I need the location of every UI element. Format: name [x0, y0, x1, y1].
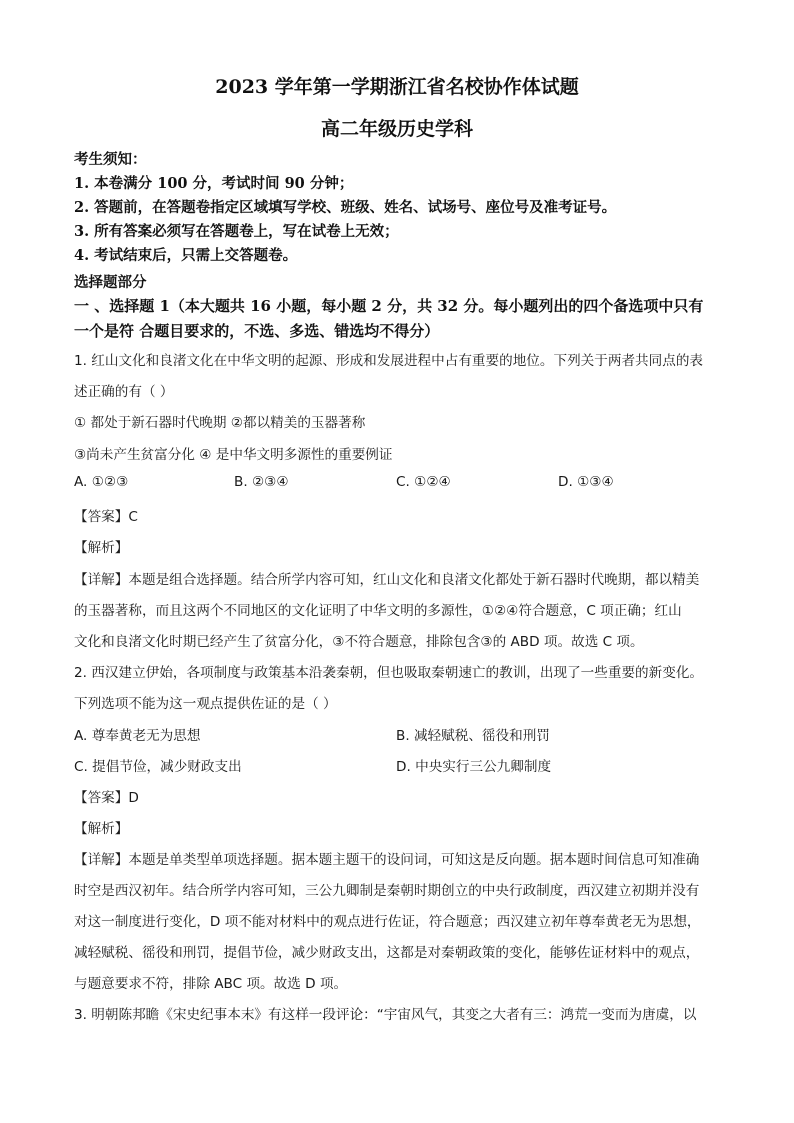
- q1-stem: 述正确的有（ ）: [74, 384, 174, 400]
- note-item: 3. 所有答案必须写在答题卷上，写在试卷上无效；: [74, 223, 399, 240]
- q1-detail: 的玉器著称，而且这两个不同地区的文化证明了中华文明的多源性，①②④符合题意，C 项正确；红山: [74, 603, 682, 619]
- q2-option-d: D. 中央实行三公九卿制度: [396, 759, 552, 775]
- section-intro: 一个是符 合题目要求的，不选、多选、错选均不得分）: [74, 322, 440, 340]
- note-item: 1. 本卷满分 100 分，考试时间 90 分钟；: [74, 175, 354, 192]
- q2-detail: 减轻赋税、徭役和刑罚，提倡节俭，减少财政支出，这都是对秦朝政策的变化，能够佐证材料中的观点，: [74, 945, 700, 961]
- q1-item: ① 都处于新石器时代晚期 ②都以精美的玉器著称: [74, 415, 366, 431]
- section-label: 选择题部分: [74, 274, 147, 291]
- q1-option-d: D. ①③④: [558, 474, 614, 490]
- q1-stem: 1. 红山文化和良渚文化在中华文明的起源、形成和发展进程中占有重要的地位。下列关于两者共同点的表: [74, 353, 704, 369]
- section-intro: 一 、选择题 1（本大题共 16 小题，每小题 2 分，共 32 分。每小题列出的四个备选项中只有: [74, 297, 704, 315]
- q2-detail: 与题意要求不符，排除 ABC 项。故选 D 项。: [74, 976, 348, 992]
- exam-title: 2023 学年第一学期浙江省名校协作体试题: [215, 76, 579, 98]
- note-item: 2. 答题前，在答题卷指定区域填写学校、班级、姓名、试场号、座位号及准考证号。: [74, 199, 617, 216]
- q2-option-c: C. 提倡节俭，减少财政支出: [74, 759, 242, 775]
- q2-answer: 【答案】D: [74, 790, 139, 806]
- q1-option-a: A. ①②③: [74, 474, 129, 490]
- q3-stem: 3. 明朝陈邦瞻《宋史纪事本末》有这样一段评论：“宇宙风气，其变之大者有三：鸿荒一变而为唐虞，以: [74, 1007, 697, 1023]
- q2-option-a: A. 尊奉黄老无为思想: [74, 728, 201, 744]
- q1-analysis: 【解析】: [74, 540, 129, 556]
- q1-answer: 【答案】C: [74, 509, 138, 525]
- exam-subtitle: 高二年级历史学科: [320, 118, 473, 140]
- q2-option-b: B. 减轻赋税、徭役和刑罚: [396, 728, 550, 744]
- notes-heading: 考生须知：: [74, 151, 147, 168]
- note-item: 4. 考试结束后，只需上交答题卷。: [74, 247, 298, 264]
- q2-stem: 2. 西汉建立伊始，各项制度与政策基本沿袭秦朝，但也吸取秦朝速亡的教训，出现了一些重要的新变化。: [74, 665, 704, 681]
- q1-option-b: B. ②③④: [234, 474, 289, 490]
- q2-analysis: 【解析】: [74, 821, 129, 837]
- q1-option-c: C. ①②④: [396, 474, 451, 490]
- q2-detail: 【详解】本题是单类型单项选择题。据本题主题干的设问词，可知这是反向题。据本题时间信息可知准确: [74, 852, 700, 868]
- q1-item: ③尚未产生贫富分化 ④ 是中华文明多源性的重要例证: [74, 447, 393, 463]
- q2-detail: 时空是西汉初年。结合所学内容可知，三公九卿制是秦朝时期创立的中央行政制度，西汉建立初期并没有: [74, 883, 700, 899]
- q1-detail: 【详解】本题是组合选择题。结合所学内容可知，红山文化和良渚文化都处于新石器时代晚期，都以精美: [74, 572, 700, 588]
- q1-detail: 文化和良渚文化时期已经产生了贫富分化，③不符合题意，排除包含③的 ABD 项。故选 C 项。: [74, 634, 644, 650]
- q2-detail: 对这一制度进行变化，D 项不能对材料中的观点进行佐证，符合题意；西汉建立初年尊奉黄老无为思想，: [74, 914, 701, 930]
- q2-stem: 下列选项不能为这一观点提供佐证的是（ ）: [74, 696, 337, 712]
